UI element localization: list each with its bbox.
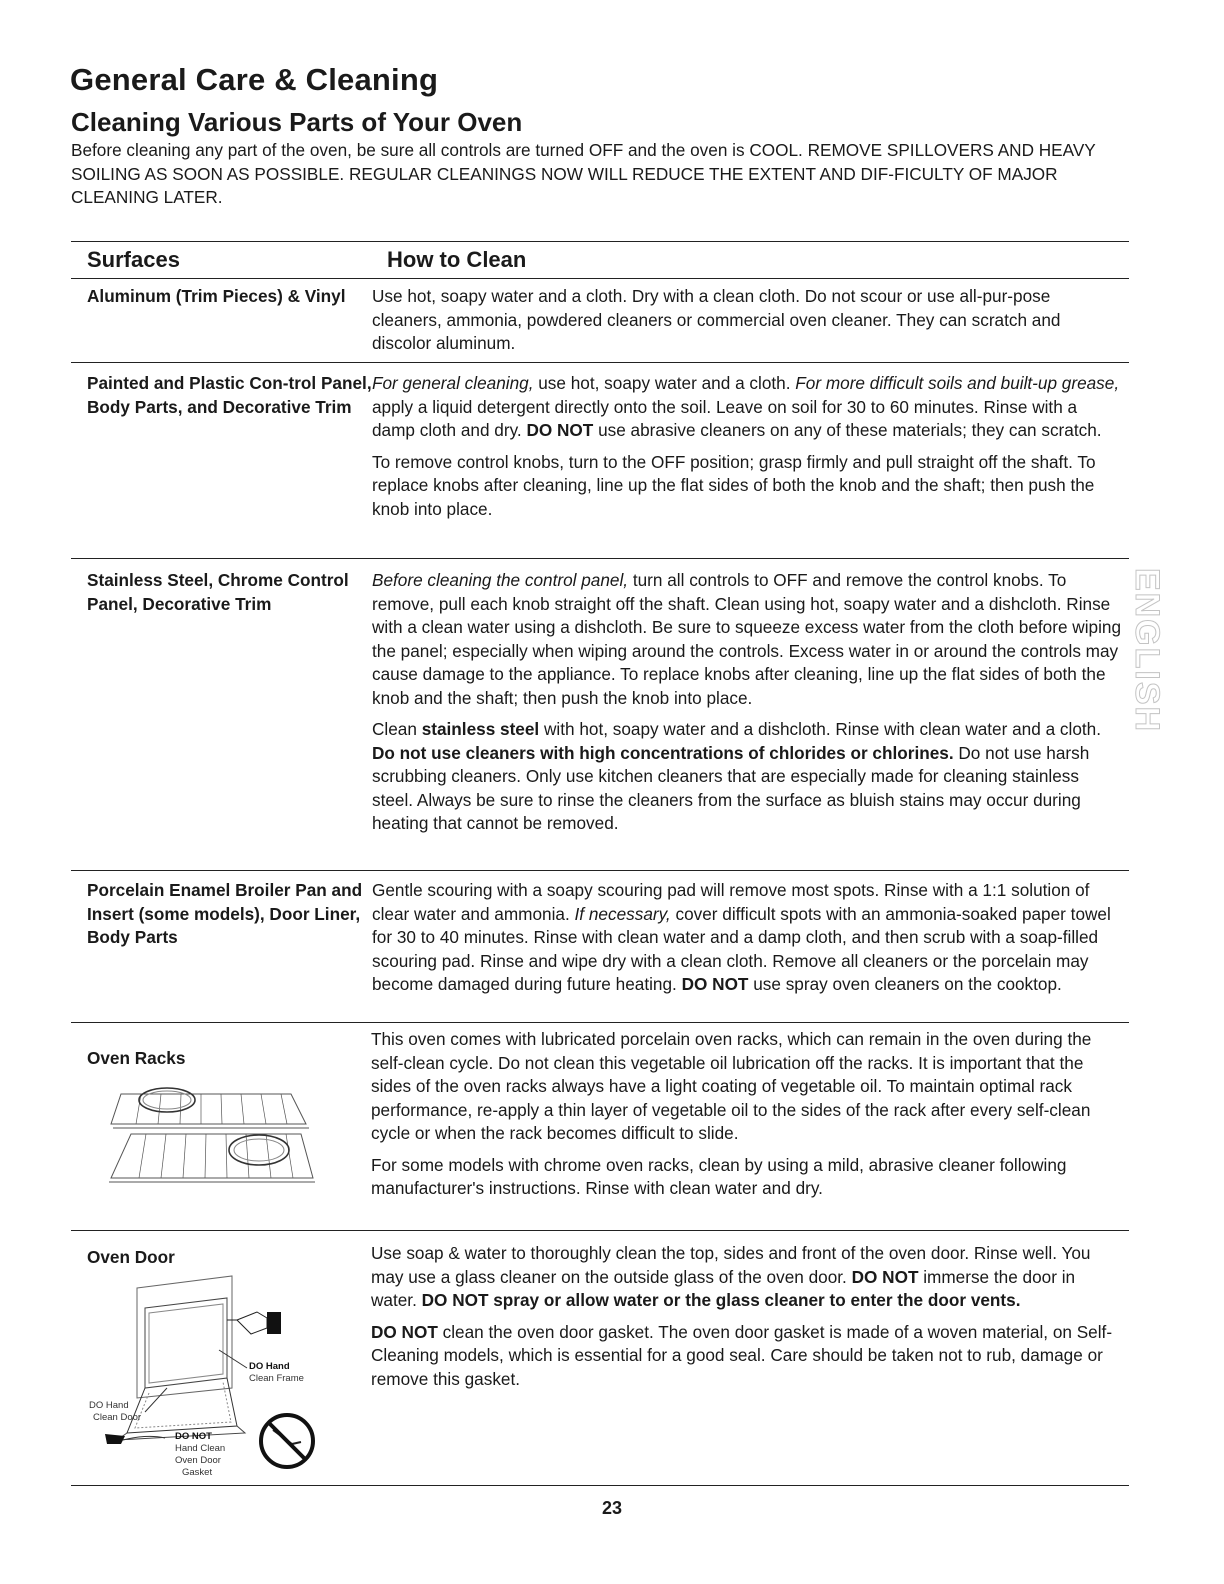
- text-run: with hot, soapy water and a dishcloth. Rinse with clean water and a cloth.: [539, 719, 1101, 739]
- text-run: Clean: [372, 719, 422, 739]
- surface-label: Oven Door: [87, 1247, 175, 1267]
- intro-text: Before cleaning any part of the oven, be sure all controls are turned OFF and the oven is COOL. REMOVE SPILLOVERS AND HEAVY SOILING AS SOON AS POSSIBLE. REGULAR CLEANINGS NOW WILL REDUCE THE EXTENT AND DIF-FICULTY OF MAJOR CLEANING LATER.: [71, 140, 1096, 207]
- oven-door-illustration: [87, 1258, 337, 1478]
- text-run: immerse the door in water.: [371, 1266, 1076, 1310]
- header-surfaces: Surfaces: [87, 247, 180, 272]
- label-do-not-3: Oven Door: [175, 1455, 221, 1466]
- text-run: clean the oven door gasket. The oven door gasket is made of a woven material, on Self-Cleaning models, which is essential for a good seal. Care should be taken not to rub, damage or remove this gasket.: [371, 1321, 1113, 1389]
- surface-cell: [71, 1242, 371, 1485]
- text-run: turn all controls to OFF and remove the control knobs. To remove, pull each knob straight off the shaft. Clean using hot, soapy water and a dishcloth. Rinse with a clean water using a dishcloth. Be sure to squeeze excess water from the cloth before wiping the panel; especially when wiping around the controls. Excess water in or around the controls may cause damage to the appliance. To replace knobs after cleaning, line up the flat sides of both the knob and the shaft; then push the knob into place.: [372, 570, 1122, 708]
- label-do-not-2: Hand Clean: [175, 1443, 226, 1454]
- table-row: [71, 871, 1129, 1023]
- table-row: [71, 559, 1129, 871]
- text-run: This oven comes with lubricated porcelain oven racks, which can remain in the oven during the self-clean cycle. Do not clean this vegetable oil lubrication off the racks. It is important that the sides of the oven racks always have a light coating of vegetable oil. To maintain optimal rack performance, re-apply a thin layer of vegetable oil to the sides of the rack after every self-clean cycle or when the rack becomes difficult to slide.: [371, 1029, 1092, 1143]
- surface-label: Porcelain Enamel Broiler Pan and Insert (some models), Door Liner, Body Parts: [87, 880, 363, 947]
- instruction-paragraph: [371, 1028, 1121, 1146]
- how-to-clean: [372, 879, 1122, 1022]
- how-to-clean: [371, 1028, 1121, 1230]
- text-run: To remove control knobs, turn to the OFF position; grasp firmly and pull straight off the shaft. To replace knobs after cleaning, line up the flat sides of both the knob and the shaft; then push the knob into place.: [372, 451, 1096, 519]
- instruction-paragraph: [372, 372, 1122, 443]
- text-run: DO NOT: [851, 1266, 919, 1287]
- language-tab: [1128, 567, 1167, 733]
- how-to-clean: [372, 372, 1122, 558]
- text-run: cover difficult spots with an ammonia-soaked paper towel for 30 to 40 minutes. Rinse with clean water and a damp cloth, and then scrub with a soap-filled scouring pad. Rinse and wipe dry with a clean cloth. Remove all cleaners or the porcelain may become damaged during future heating.: [372, 903, 1111, 994]
- surface-label: Stainless Steel, Chrome Control Panel, Decorative Trim: [87, 570, 349, 614]
- table-row: [71, 1231, 1129, 1486]
- surface-cell: [71, 1028, 371, 1230]
- text-run: If necessary,: [574, 903, 671, 924]
- text-run: Gentle scouring with a soapy scouring pad will remove most spots. Rinse with a 1:1 solution of clear water and ammonia.: [372, 880, 1090, 924]
- label-do-hand-door-1: DO Hand: [89, 1400, 129, 1411]
- text-run: For some models with chrome oven racks, clean by using a mild, abrasive cleaner following manufacturer's instructions. Rinse with clean water and dry.: [371, 1154, 1067, 1198]
- text-run: Use hot, soapy water and a cloth. Dry with a clean cloth. Do not scour or use all-pur-pose cleaners, ammonia, powdered cleaners or commercial oven cleaner. They can scratch and discolor aluminum.: [372, 286, 1061, 353]
- table-header: [71, 242, 1129, 279]
- section-title: Cleaning Various Parts of Your Oven: [71, 107, 523, 137]
- instruction-paragraph: [371, 1321, 1121, 1392]
- text-run: DO NOT: [681, 974, 749, 994]
- text-run: For more difficult soils and built-up grease,: [795, 373, 1120, 393]
- no-symbol-icon: [261, 1415, 313, 1467]
- instruction-paragraph: [371, 1242, 1121, 1313]
- how-to-clean: [371, 1242, 1121, 1485]
- surface-label: Oven Racks: [87, 1048, 186, 1068]
- text-run: DO NOT spray or allow water or the glass cleaner to enter the door vents.: [421, 1290, 1021, 1310]
- instruction-paragraph: [372, 451, 1122, 522]
- instruction-paragraph: [372, 569, 1122, 710]
- table-row: [71, 279, 1129, 363]
- oven-rack-illustration: [101, 1076, 321, 1188]
- text-run: Before cleaning the control panel,: [372, 570, 629, 590]
- spray-bottle-icon: [227, 1312, 281, 1334]
- text-run: For general cleaning,: [372, 373, 534, 393]
- text-run: apply a liquid detergent directly onto the soil. Leave on soil for 30 to 60 minutes. Rinse with a damp cloth and dry.: [372, 396, 1078, 440]
- label-do-not-4: Gasket: [182, 1467, 213, 1478]
- page-title: General Care & Cleaning: [70, 62, 439, 97]
- text-run: DO NOT: [371, 1321, 438, 1342]
- label-do-not-1: DO NOT: [175, 1431, 212, 1442]
- cloth-icon: [105, 1434, 125, 1444]
- header-how-to-clean: How to Clean: [387, 247, 527, 272]
- text-run: Use soap & water to thoroughly clean the top, sides and front of the oven door. Rinse well. You may use a glass cleaner on the outside glass of the oven door.: [371, 1243, 1091, 1287]
- text-run: use hot, soapy water and a cloth.: [533, 373, 796, 393]
- language-tab-label: ENGLISH: [1128, 567, 1167, 733]
- instruction-paragraph: [371, 1154, 1121, 1201]
- page-number: 23: [601, 1498, 623, 1518]
- instruction-paragraph: [372, 879, 1122, 997]
- text-run: Do not use harsh scrubbing cleaners. Only use kitchen cleaners that are especially made for cleaning stainless steel. Always be sure to rinse the cleaners from the surface as bluish stains may occur during heating that cannot be removed.: [372, 742, 1090, 833]
- text-run: use spray oven cleaners on the cooktop.: [748, 974, 1062, 994]
- text-run: DO NOT: [526, 420, 594, 440]
- surface-label: Aluminum (Trim Pieces) & Vinyl: [87, 286, 346, 306]
- how-to-clean: [372, 284, 1122, 362]
- text-run: use abrasive cleaners on any of these materials; they can scratch.: [593, 420, 1102, 440]
- instruction-paragraph: [372, 285, 1122, 356]
- how-to-clean: [372, 569, 1122, 870]
- cleaning-table: [71, 241, 1129, 1486]
- label-do-hand-door-2: Clean Door: [93, 1412, 142, 1423]
- label-do-hand-frame-1: DO Hand: [249, 1361, 290, 1372]
- text-run: Do not use cleaners with high concentrations of chlorides or chlorines.: [372, 742, 954, 763]
- label-do-hand-frame-2: Clean Frame: [249, 1373, 304, 1384]
- table-row: [71, 1023, 1129, 1231]
- instruction-paragraph: [372, 718, 1122, 836]
- table-row: [71, 363, 1129, 559]
- text-run: stainless steel: [421, 719, 540, 739]
- surface-label: Painted and Plastic Con-trol Panel, Body Parts, and Decorative Trim: [87, 373, 372, 417]
